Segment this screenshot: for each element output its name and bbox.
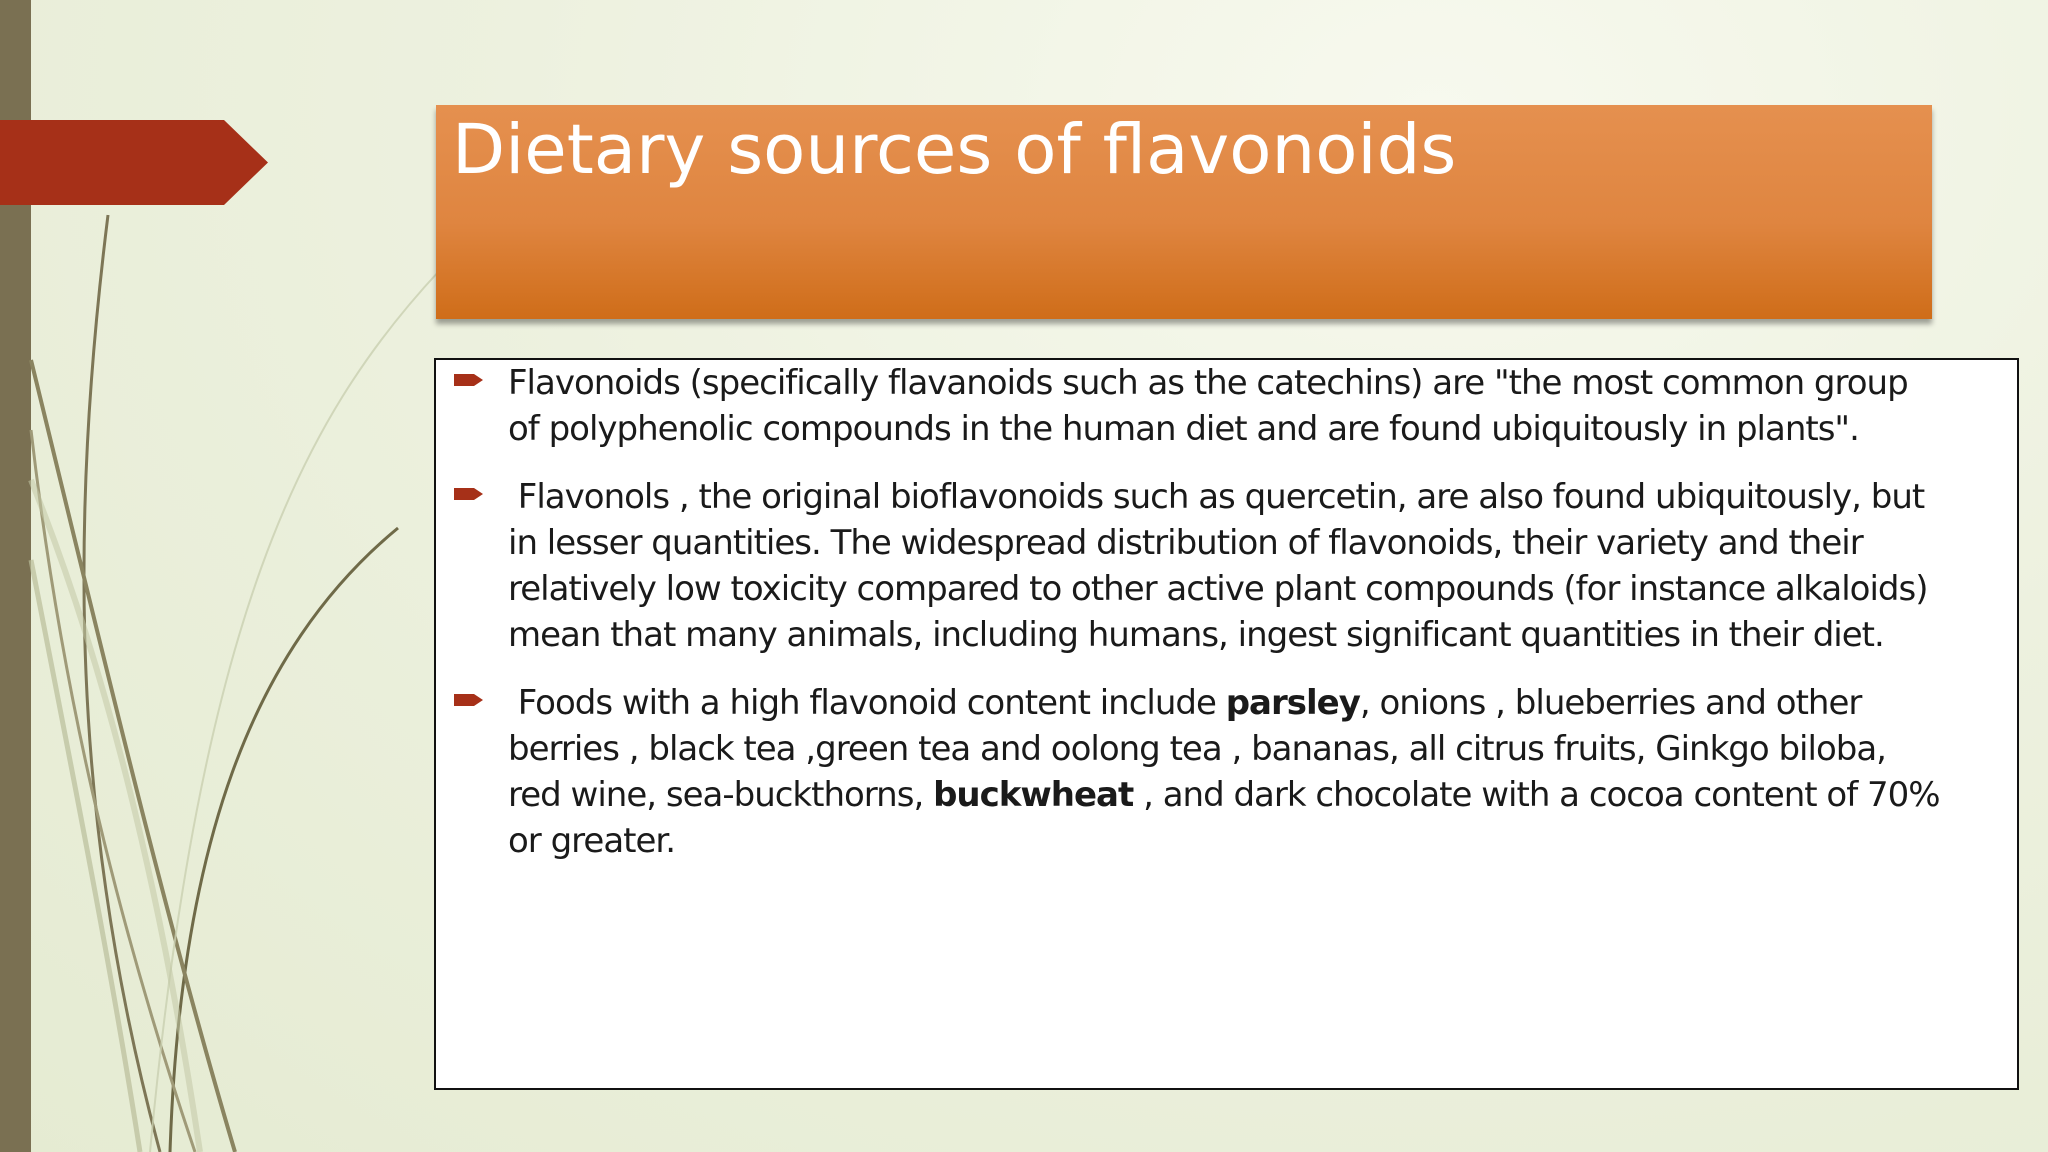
bullet-2-line-3: relatively low toxicity compared to other active plant compounds (for instance alkaloids) [508,569,1928,609]
bullet-2-line-4: mean that many animals, including humans, ingest significant quantities in their diet. [508,615,1884,655]
bullet-3-line-4: or greater. [508,821,676,861]
bullet-1-line-1: Flavonoids (specifically flavanoids such as the catechins) are "the most common group [508,363,1908,403]
bullet-3-line-3-pre: red wine, sea-buckthorns, [508,775,934,815]
slide-title: Dietary sources of flavonoids [452,110,1457,190]
content-box [434,358,2019,1090]
bullet-1-line-2: of polyphenolic compounds in the human diet and are found ubiquitously in plants". [508,409,1859,449]
bullet-3-line-1-pre: Foods with a high flavonoid content include [508,683,1226,723]
bullet-3-line-2: berries , black tea ,green tea and oolong tea , bananas, all citrus fruits, Ginkgo biloba, [508,729,1886,769]
arrow-bullet-icon [454,693,484,707]
bullet-3-bold-parsley: parsley [1225,683,1360,723]
bullet-text-3 [508,680,2008,864]
bullet-text-1 [508,360,2008,452]
accent-arrow-shape [0,120,268,205]
bullet-3-line-1-post: , onions , blueberries and other [1359,683,1862,723]
bullet-2-line-2: in lesser quantities. The widespread distribution of flavonoids, their variety and their [508,523,1863,563]
arrow-bullet-icon [454,373,484,387]
bullet-3-line-3-post: , and dark chocolate with a cocoa content of 70% [1133,775,1940,815]
title-box [436,105,1932,319]
arrow-bullet-icon [454,487,484,501]
bullet-text-2 [508,474,2008,658]
bullet-2-line-1: Flavonols , the original bioflavonoids such as quercetin, are also found ubiquitously, but [508,477,1925,517]
bullet-3-bold-buckwheat: buckwheat [933,775,1134,815]
